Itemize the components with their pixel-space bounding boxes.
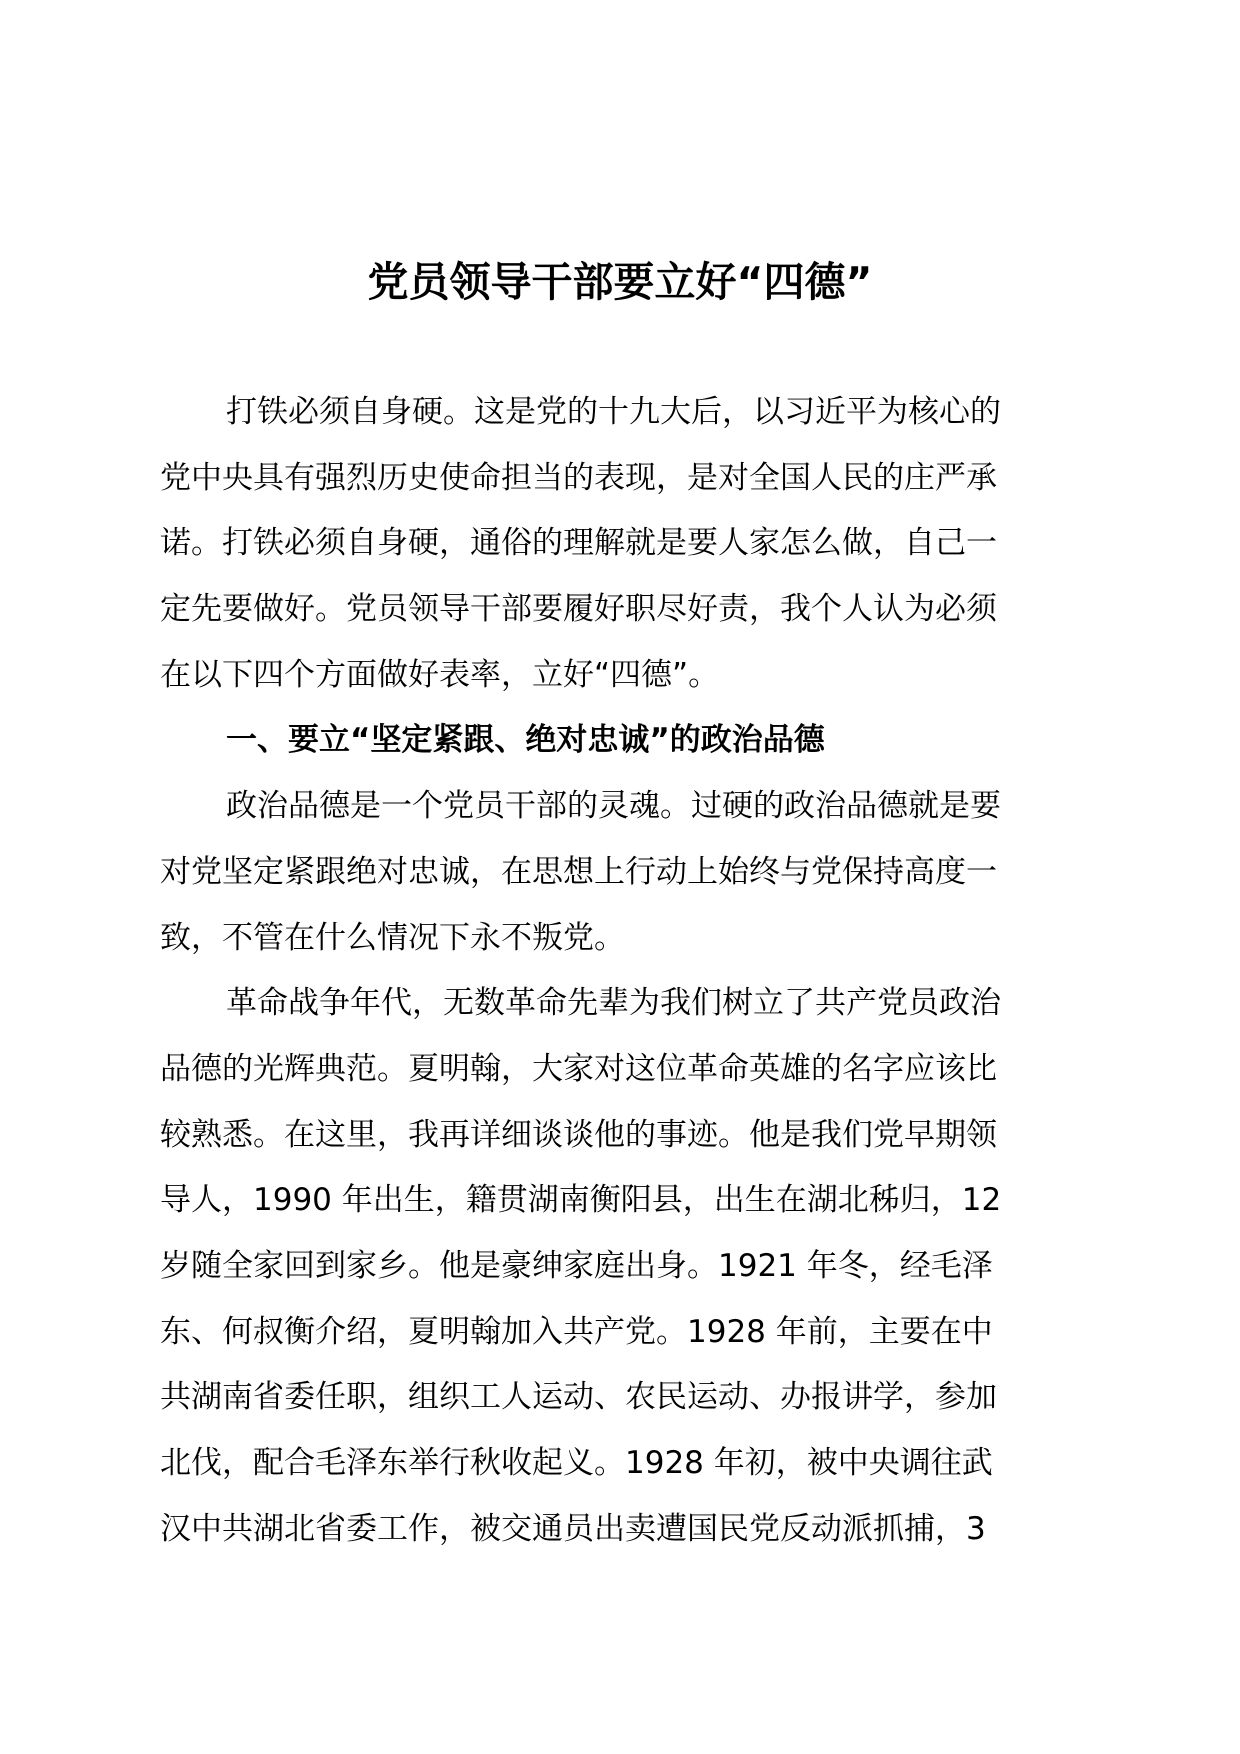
paragraph-line: 较熟悉。在这里，我再详细谈谈他的事迹。他是我们党早期领 bbox=[160, 1116, 997, 1153]
paragraph-line: 诺。打铁必须自身硬，通俗的理解就是要人家怎么做，自己一 bbox=[160, 525, 997, 562]
paragraph-line: 岁随全家回到家乡。他是豪绅家庭出身。1921 年冬，经毛泽 bbox=[160, 1247, 993, 1284]
paragraph-line: 对党坚定紧跟绝对忠诚，在思想上行动上始终与党保持高度一 bbox=[160, 853, 997, 890]
paragraph-line: 共湖南省委任职，组织工人运动、农民运动、办报讲学，参加 bbox=[160, 1379, 997, 1416]
paragraph-line: 北伐，配合毛泽东举行秋收起义。1928 年初，被中央调往武 bbox=[160, 1445, 993, 1481]
paragraph-line: 定先要做好。党员领导干部要履好职尽好责，我个人认为必须 bbox=[160, 591, 997, 628]
paragraph-line: 东、何叔衡介绍，夏明翰加入共产党。1928 年前，主要在中 bbox=[160, 1313, 993, 1350]
paragraph-line: 导人，1990 年出生，籍贯湖南衡阳县，出生在湖北秭归，12 bbox=[160, 1182, 1002, 1219]
paragraph-line: 党中央具有强烈历史使命担当的表现，是对全国人民的庄严承 bbox=[160, 459, 997, 496]
paragraph-line: 革命战争年代，无数革命先辈为我们树立了共产党员政治 bbox=[226, 985, 1001, 1022]
paragraph-line: 汉中共湖北省委工作，被交通员出卖遭国民党反动派抓捕，3 bbox=[160, 1510, 986, 1547]
paragraph-line: 在以下四个方面做好表率，立好“四德”。 bbox=[160, 656, 720, 693]
paragraph-line: 品德的光辉典范。夏明翰，大家对这位革命英雄的名字应该比 bbox=[160, 1050, 997, 1087]
paragraph-line: 致，不管在什么情况下永不叛党。 bbox=[160, 919, 625, 956]
document-title: 党员领导干部要立好“四德” bbox=[367, 258, 873, 306]
document-body bbox=[160, 380, 1090, 1562]
section-heading: 一、要立“坚定紧跟、绝对忠诚”的政治品德 bbox=[226, 722, 825, 759]
paragraph-line: 打铁必须自身硬。这是党的十九大后，以习近平为核心的 bbox=[226, 394, 1001, 430]
paragraph-line: 政治品德是一个党员干部的灵魂。过硬的政治品德就是要 bbox=[226, 788, 1001, 825]
